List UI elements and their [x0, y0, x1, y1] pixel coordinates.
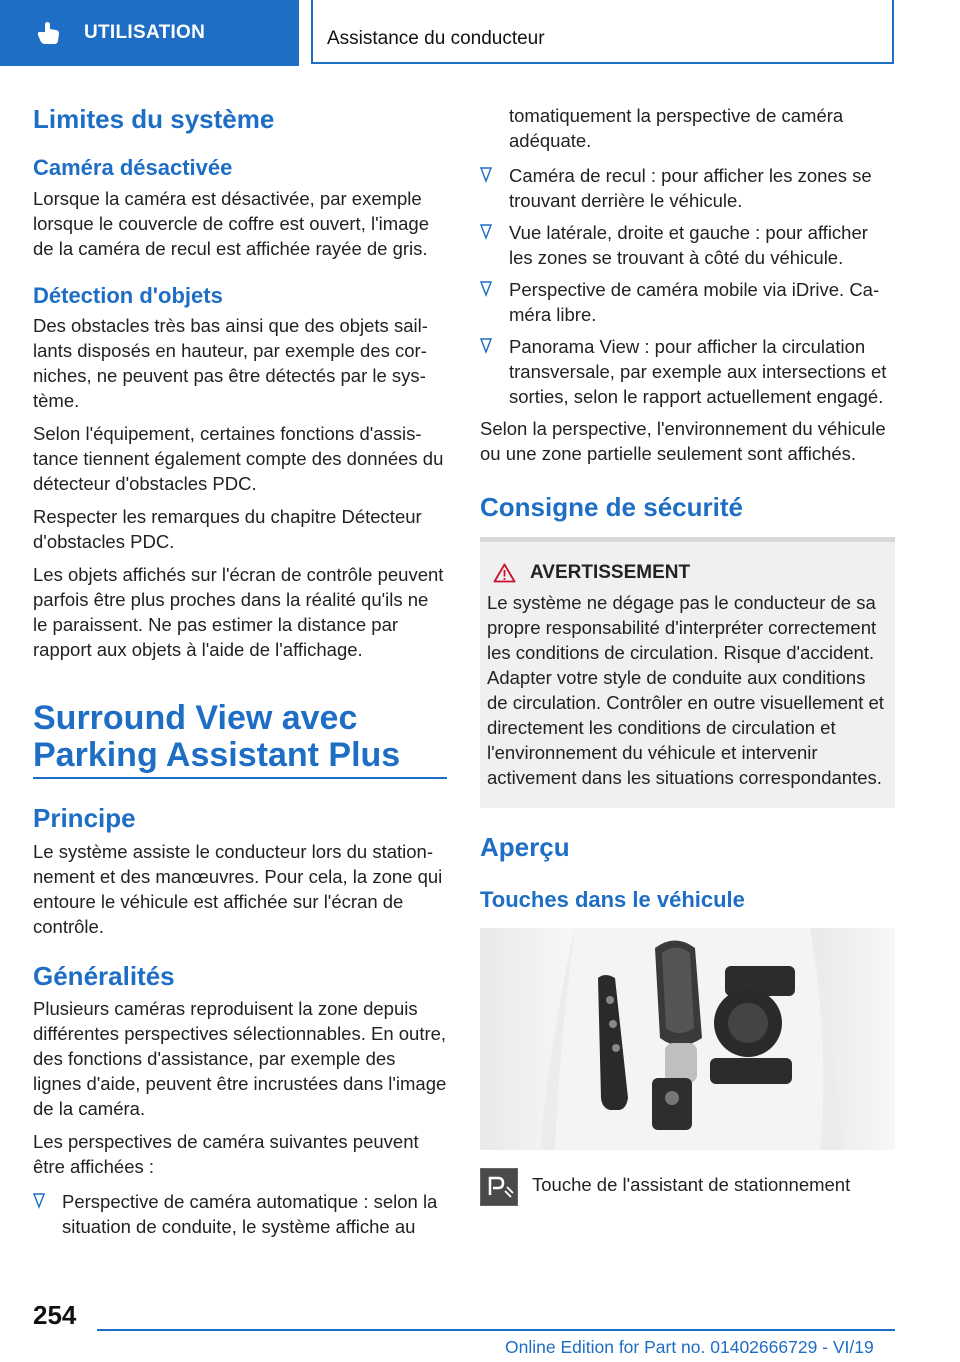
list-item: [33, 1189, 447, 1239]
list-item-text: Perspective de caméra mobile via iDrive. Caméra libre.: [509, 279, 880, 325]
warning-header: [493, 562, 887, 584]
heading-limites: Limites du système: [33, 104, 275, 134]
warning-box: [480, 542, 895, 808]
list-item: [480, 220, 895, 270]
vehicle-console-image: [480, 928, 895, 1150]
figure-caption: [480, 1168, 895, 1206]
paragraph-detection-2: Selon l'équipement, certaines fonctions d'assistance tiennent également compte des données du détecteur d'obstacles PDC.: [33, 422, 444, 494]
triangle-bullet-icon: [480, 281, 492, 297]
parking-assistant-icon: [480, 1168, 518, 1206]
section-tab[interactable]: [0, 0, 299, 66]
paragraph-generalites-2: Les perspectives de caméra suivantes peuvent être affichées :: [33, 1130, 419, 1177]
heading-detection: Détection d'objets: [33, 282, 223, 308]
heading-consigne: Consigne de sécurité: [480, 492, 743, 522]
chapter-header: [311, 0, 894, 64]
paragraph-principe: Le système assiste le conducteur lors du stationnement et des manœuvres. Pour cela, la zone qui entoure le véhicule est affichée sur l'écran de contrôle.: [33, 840, 443, 937]
list-item-text: Perspective de caméra automatique : selon la situation de conduite, le système affiche au: [62, 1190, 438, 1237]
console-illustration: [480, 928, 895, 1150]
page-number: 254: [33, 1300, 77, 1330]
triangle-bullet-icon: [33, 1193, 45, 1209]
heading-apercu: Aperçu: [480, 832, 570, 863]
list-item: [480, 277, 895, 327]
heading-surround-view: Surround View avec Parking Assistant Plus: [33, 698, 401, 774]
triangle-bullet-icon: [480, 338, 492, 354]
chapter-title: Assistance du conducteur: [327, 28, 545, 49]
paragraph-detection-3: Respecter les remarques du chapitre Détecteur d'obstacles PDC.: [33, 505, 422, 552]
bullet-list-left: [33, 1189, 447, 1239]
list-item: [480, 334, 895, 409]
paragraph-selon: Selon la perspective, l'environnement du véhicule ou une zone partielle seulement sont affichés.: [480, 418, 886, 464]
paragraph-generalites-1: Plusieurs caméras reproduisent la zone depuis différentes perspectives sélectionnables. En outre, des fonctions d'assistance, par exemple des lignes d'aide, peuvent être incrustées dans l'image de la caméra.: [33, 997, 447, 1119]
warning-text: Le système ne dégage pas le conducteur de sa propre responsabilité d'interpréter correctement les conditions de circulation. Risque d'accident. Adapter votre style de conduite aux conditions de circulation. Contrôler en outre visuellement et directement les conditions de circulation et l'environnement du véhicule et intervenir activement dans les situations correspondantes.: [487, 592, 884, 789]
continued-text: tomatiquement la perspective de caméra adéquate.: [509, 105, 844, 151]
triangle-bullet-icon: [480, 224, 492, 240]
list-item: [480, 163, 895, 213]
list-item-text: Panorama View : pour afficher la circulation transversale, par exemple aux intersections et sorties, selon le rapport actuellement engagé.: [509, 336, 887, 407]
warning-triangle-icon: [493, 563, 516, 583]
caption-text: Touche de l'assistant de stationnement: [532, 1173, 851, 1195]
list-item-text: Vue latérale, droite et gauche : pour afficher les zones se trouvant à côté du véhicule.: [509, 222, 868, 268]
edition-line: Online Edition for Part no. 01402666729 - VI/19: [505, 1337, 874, 1357]
paragraph-detection-4: Les objets affichés sur l'écran de contrôle peuvent parfois être plus proches dans la réalité qu'ils ne le paraissent. Ne pas estimer la distance par rapport aux objets à l'aide de l'affichage.: [33, 563, 444, 660]
warning-title: AVERTISSEMENT: [530, 562, 691, 584]
heading-generalites: Généralités: [33, 960, 175, 991]
heading-touches: Touches dans le véhicule: [480, 887, 745, 913]
surround-heading-block: [33, 700, 447, 779]
left-column: [33, 98, 447, 1246]
triangle-bullet-icon: [480, 167, 492, 183]
hand-pointer-icon: [36, 20, 62, 46]
bullet-list-right: [480, 163, 895, 409]
section-label: UTILISATION: [84, 22, 206, 43]
heading-camera-desactivee: Caméra désactivée: [33, 155, 233, 181]
paragraph-detection-1: Des obstacles très bas ainsi que des objets saillants disposés en hauteur, par exemple des corniches, ne peuvent pas être détectés par le système.: [33, 314, 428, 411]
right-column: [480, 103, 895, 1206]
heading-principe: Principe: [33, 803, 136, 834]
consigne-heading-block: [480, 492, 895, 542]
list-item-text: Caméra de recul : pour afficher les zones se trouvant derrière le véhicule.: [509, 165, 872, 211]
footer-rule: [97, 1329, 895, 1331]
paragraph-camera: Lorsque la caméra est désactivée, par exemple lorsque le couvercle de coffre est ouvert, l'image de la caméra de recul est affichée rayée de gris.: [33, 187, 430, 259]
